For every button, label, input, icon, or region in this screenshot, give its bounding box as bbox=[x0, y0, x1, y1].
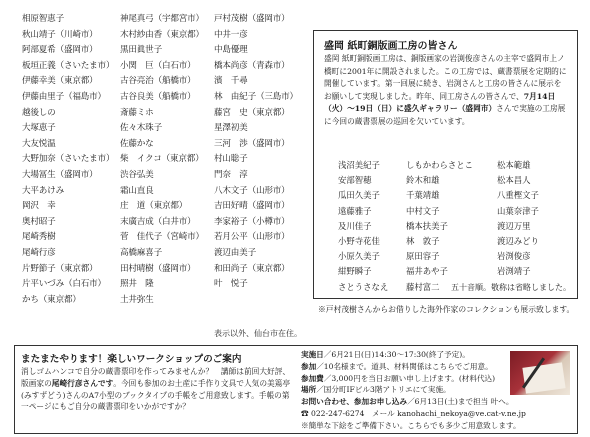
group-name-item: 安部智穂 bbox=[338, 175, 372, 186]
location-note: 表示以外、仙台市在住。 bbox=[214, 329, 302, 338]
group-name-item: さとうさなえ bbox=[338, 281, 389, 292]
group-name-item: 岩渕俊彦 bbox=[497, 251, 531, 262]
detail-text: ／3,000円を当日お願い申し上げます。(材料代込) bbox=[323, 373, 496, 383]
group-order-note: 五十音順。敬称は省略しました。 bbox=[451, 283, 571, 292]
names-column-1 bbox=[22, 12, 114, 308]
name-item: 片平いづみ（白石市） bbox=[22, 279, 106, 290]
name-item: かち（東京都） bbox=[22, 294, 81, 305]
group-name-item: 福井あや子 bbox=[406, 266, 448, 277]
detail-text: ※簡単な下絵をご準備下さい。こちらでも多少ご用意致します。 bbox=[301, 420, 521, 430]
name-item: 越後しの bbox=[22, 107, 56, 118]
name-item: 高橋麻喜子 bbox=[120, 247, 162, 258]
name-item: 阿部夏希（盛岡市） bbox=[22, 45, 98, 56]
group-name-item: 小原久美子 bbox=[338, 251, 380, 262]
names-column-3 bbox=[214, 12, 298, 308]
workshop-detail-line bbox=[301, 408, 526, 420]
workshop-detail-line bbox=[301, 349, 519, 361]
detail-label: 参加 bbox=[301, 361, 317, 371]
name-item: 柴 イクコ（東京都） bbox=[120, 154, 204, 165]
group-name-item: 浅沼美紀子 bbox=[338, 160, 380, 170]
workshop-description bbox=[21, 366, 291, 413]
group-names-column-2 bbox=[406, 158, 473, 295]
group-name-item: 原田容子 bbox=[406, 251, 440, 262]
group-name-item: 松本昌人 bbox=[497, 175, 531, 186]
name-item: 大場冨生（盛岡市） bbox=[22, 169, 98, 180]
name-item: 末廣吉成（白井市） bbox=[120, 216, 196, 227]
group-name-item: 渡辺みどり bbox=[497, 236, 539, 247]
group-name-item: 中村文子 bbox=[406, 205, 440, 216]
group-name-item: 八重樫文子 bbox=[497, 190, 539, 201]
name-item: 照井 隆 bbox=[120, 279, 154, 290]
group-desc-post: さんで実施の工房展に今回の蔵書票展の巡回を欠いています。 bbox=[324, 104, 566, 126]
name-item: 斎藤ミホ bbox=[120, 107, 154, 118]
detail-text: ☎ 022-247-6274 メール kanohachi_nekoya@ve.cat-v.ne.jp bbox=[301, 408, 526, 418]
group-names-column-3 bbox=[497, 158, 539, 295]
workshop-detail-line bbox=[301, 373, 519, 385]
name-item: 渡辺由美子 bbox=[214, 247, 256, 258]
group-name-item: 及川佳子 bbox=[338, 220, 372, 231]
workshop-detail-line bbox=[301, 396, 519, 408]
workshop-detail-line bbox=[301, 361, 519, 373]
name-item: 濱 千尋 bbox=[214, 76, 248, 87]
group-names-column-1 bbox=[338, 158, 388, 295]
name-item: 神尾真弓（宇都宮市） bbox=[120, 14, 204, 24]
name-item: 黒田眞世子 bbox=[120, 45, 162, 56]
ws-body-post: 。今回も参加のお土産に手作り文具で人気の美篶亭(みすずどう)さんのA7小型のブックタイプの手帳をご用意致します。手帳の第一ページにもご自分の蔵書票印をいかがですか？ bbox=[21, 378, 291, 412]
group-name-item: 渡辺万里 bbox=[497, 220, 531, 231]
name-item: 土井弥生 bbox=[120, 294, 154, 305]
name-item: 霜山直良 bbox=[120, 185, 154, 196]
name-item: 藤宮 史（東京都） bbox=[214, 107, 290, 118]
name-item: 林 由紀子（三島市） bbox=[214, 91, 298, 102]
name-item: 片野節子（東京都） bbox=[22, 263, 98, 274]
ws-body-bold: 尾崎行彦さんです bbox=[51, 378, 114, 388]
name-item: 李家裕子（小樽市） bbox=[214, 216, 290, 227]
detail-text: ／6月21日(日)14:30〜17:30(終了予定)。 bbox=[323, 350, 470, 359]
group-name-item: 遠藤雅子 bbox=[338, 205, 372, 216]
name-item: 尾崎秀樹 bbox=[22, 232, 56, 243]
name-item: 尾崎行彦 bbox=[22, 247, 56, 258]
name-item: 大塚恵子 bbox=[22, 123, 56, 134]
detail-label: 実施日 bbox=[301, 350, 324, 359]
group-name-item: 瓜田久美子 bbox=[338, 190, 380, 201]
name-item: 大友悦温 bbox=[22, 138, 56, 149]
name-item: 古谷亮治（船橋市） bbox=[120, 76, 196, 87]
name-item: 菅 佳代子（宮崎市） bbox=[120, 232, 204, 243]
name-item: 大野加奈（さいたま市） bbox=[22, 154, 115, 165]
workshop-detail-line bbox=[301, 384, 519, 396]
workshop-details bbox=[301, 349, 526, 432]
name-item: 田村晴樹（盛岡市） bbox=[120, 263, 196, 274]
name-item: 中井一彦 bbox=[214, 29, 248, 40]
name-item: 若月公平（山形市） bbox=[214, 232, 290, 243]
name-item: 伊藤幸美（東京都） bbox=[22, 76, 98, 87]
collection-footnote: ※戸村茂樹さんからお借りした海外作家のコレクションも展示致します。 bbox=[318, 305, 575, 314]
workshop-box bbox=[14, 345, 578, 434]
name-item: 村山聡子 bbox=[214, 154, 248, 165]
name-item: 叶 悦子 bbox=[214, 279, 248, 290]
ws-body-pre: 消しゴムハンコで自分の蔵書票印を作ってみませんか？ 講師は前回大好評、版画家の bbox=[21, 367, 291, 388]
name-item: 木村紗由香（東京都） bbox=[120, 29, 204, 40]
name-item: 相原智恵子 bbox=[22, 14, 64, 24]
group-name-item: 紺野瞬子 bbox=[338, 266, 372, 277]
name-item: 伊藤由里子（福島市） bbox=[22, 91, 106, 102]
group-name-item: 松本範雄 bbox=[497, 160, 531, 170]
group-name-item: 藤村富二 bbox=[406, 281, 440, 292]
group-description bbox=[324, 53, 569, 129]
name-item: 渋谷弘美 bbox=[120, 169, 154, 180]
name-item: 門奈 淳 bbox=[214, 169, 248, 180]
group-name-item: 林 敦子 bbox=[406, 236, 440, 247]
name-item: 吉田好晴（盛岡市） bbox=[214, 201, 290, 212]
workshop-detail-line bbox=[301, 420, 519, 432]
name-item: 星澤初美 bbox=[214, 123, 248, 134]
name-item: 和田尚子（東京都） bbox=[214, 263, 290, 274]
name-item: 佐藤かな bbox=[120, 138, 154, 149]
detail-text: ／国分町IFビル3階アトリエにて実施。 bbox=[316, 385, 451, 395]
workshop-title: またまたやります！楽しいワークショップのご案内 bbox=[21, 354, 242, 365]
group-desc-pre: 盛岡 紙町銅版画工房は、銅版画家の岩渕俊彦さんの主宰で盛岡市上ノ橋町に2001年に開設されました。この工房では、蔵書票展を定期的に開催しています。第一回展に続き、岩渕さんと工房の皆さんに展示をお願いして実現しました。昨年、同工房さんの皆さんで、 bbox=[324, 54, 567, 101]
name-item bbox=[214, 293, 298, 309]
group-name-item: 山葉奈津子 bbox=[497, 205, 539, 216]
group-name-item: 岩渕靖子 bbox=[497, 266, 531, 277]
group-name-item: しもかわらさとこ bbox=[406, 160, 473, 170]
group-name-item: 千葉靖雄 bbox=[406, 190, 440, 201]
name-item: 奥村昭子 bbox=[22, 216, 56, 227]
names-column-2 bbox=[120, 12, 204, 308]
name-item: 佐々木珠子 bbox=[120, 123, 162, 134]
group-name-item: 小野寺花佳 bbox=[338, 236, 380, 247]
name-item: 中島優理 bbox=[214, 45, 248, 56]
detail-label: お問い合わせ、参加お申し込み bbox=[301, 397, 408, 407]
detail-text: ／10名様まで。道具、材料関係はこちらでご用意。 bbox=[316, 361, 493, 371]
name-item: 庄 道（東京都） bbox=[120, 201, 188, 212]
detail-text: ／6月13日(土)まで担当 叶へ。 bbox=[407, 397, 514, 407]
detail-label: 参加費 bbox=[301, 373, 324, 383]
detail-label: 場所 bbox=[301, 385, 317, 395]
group-title: 盛岡 紙町銅版画工房の皆さん bbox=[324, 41, 458, 52]
name-item: 岡沢 幸 bbox=[22, 201, 56, 212]
group-name-item: 橋本扶美子 bbox=[406, 220, 448, 231]
name-item: 八木文子（山形市） bbox=[214, 185, 290, 196]
group-desc-bold: 7月14日（火）〜19日（日）に盛久ギャラリー（盛岡市） bbox=[324, 91, 556, 114]
name-item: 秋山靖子（川崎市） bbox=[22, 29, 98, 40]
group-name-item: 鈴木和雄 bbox=[406, 175, 440, 186]
name-item: 三河 渉（盛岡市） bbox=[214, 138, 290, 149]
name-item: 小関 巨（白石市） bbox=[120, 60, 196, 71]
name-item: 板垣正義（さいたま市） bbox=[22, 60, 115, 71]
workshop-photo bbox=[510, 351, 570, 395]
name-item: 戸村茂樹（盛岡市） bbox=[214, 14, 290, 24]
name-item: 古谷良美（船橋市） bbox=[120, 91, 196, 102]
name-item: 大平あけみ bbox=[22, 185, 64, 196]
name-item: 橋本尚彦（青森市） bbox=[214, 60, 290, 71]
group-box bbox=[313, 30, 578, 299]
